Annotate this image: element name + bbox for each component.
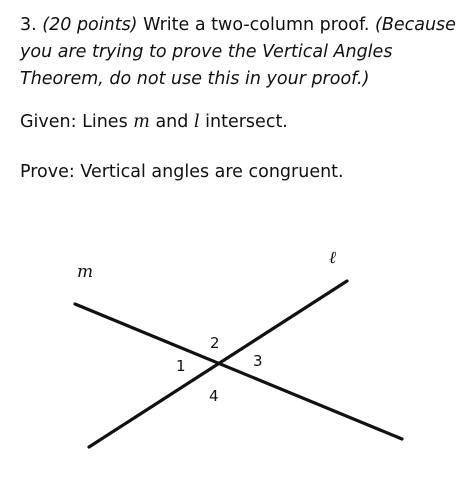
problem-points: (20 points) <box>42 15 138 35</box>
problem-instruction: Write a two-column proof. <box>143 15 370 35</box>
given-suffix: intersect. <box>205 112 288 132</box>
given-var-m: m <box>133 112 150 132</box>
given-and: and <box>155 112 189 132</box>
angle-label-3: 3 <box>253 352 263 370</box>
problem-note: (Because you are trying to prove the Vertical Angles Theorem, do not use this in your proof.) <box>20 15 456 89</box>
line-l-label: ℓ <box>329 248 337 268</box>
line-l <box>89 281 347 447</box>
problem-number: 3. <box>20 15 37 35</box>
prove-text: Prove: Vertical angles are congruent. <box>20 162 344 182</box>
line-m <box>75 304 402 439</box>
angle-label-4: 4 <box>209 387 219 405</box>
line-m-label: m <box>77 262 94 282</box>
angle-label-2: 2 <box>210 334 220 352</box>
given-var-l: l <box>193 112 200 132</box>
given-prefix: Given: Lines <box>20 112 128 132</box>
angle-label-1: 1 <box>176 357 186 375</box>
